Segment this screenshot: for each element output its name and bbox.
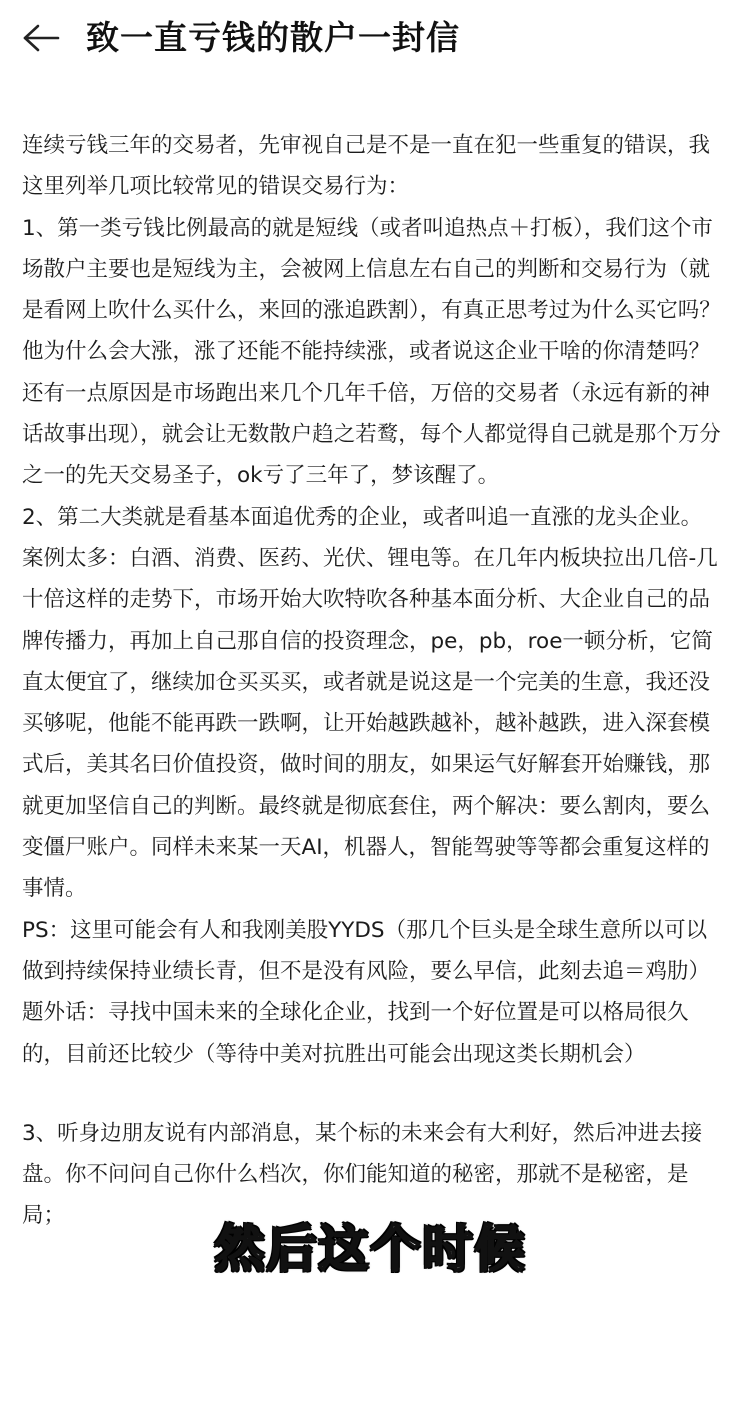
page-title: 致一直亏钱的散户一封信 <box>86 18 460 57</box>
arrow-left-icon <box>21 23 61 53</box>
article-paragraph-1: 1、第一类亏钱比例最高的就是短线（或者叫追热点＋打板），我们这个市场散户主要也是短线为主，会被网上信息左右自己的判断和交易行为（就是看网上吹什么买什么，来回的涨追跌割），有真正思考过为什么买它吗？ 他为什么会大涨，涨了还能不能持续涨，或者说这企业干啥的你清楚吗？还有一点原因是市场跑出来几个几年千倍，万倍的交易者（永远有新的神话故事出现），就会让无数散户趋之若鹜，每个人都觉得自己就是那个万分之一的先天交易圣子，ok亏了三年了，梦该醒了。 <box>22 215 721 489</box>
article-paragraph-ps: PS：这里可能会有人和我刚美股YYDS（那几个巨头是全球生意所以可以做到持续保持业绩长青，但不是没有风险，要么早信，此刻去追＝鸡肋）题外话：寻找中国未来的全球化企业，找到一个好位置是可以格局很久的，目前还比较少（等待中美对抗胜出可能会出现这类长期机会） <box>22 917 711 1067</box>
article-body <box>22 125 722 1237</box>
video-subtitle: 然后这个时候 <box>214 1220 527 1278</box>
paragraph-spacer <box>22 1075 722 1113</box>
back-button[interactable] <box>18 18 64 58</box>
article-paragraph-2: 2、第二大类就是看基本面追优秀的企业，或者叫追一直涨的龙头企业。案例太多：白酒、消费、医药、光伏、锂电等。在几年内板块拉出几倍-几十倍这样的走势下，市场开始大吹特吹各种基本面分析、大企业自己的品牌传播力，再加上自己那自信的投资理念，pe，pb，roe一顿分析，它简直太便宜了，继续加仓买买买，或者就是说这是一个完美的生意，我还没买够呢，他能不能再跌一跌啊，让开始越跌越补，越补越跌，进入深套模式后，美其名曰价值投资，做时间的朋友，如果运气好解套开始赚钱，那就更加坚信自己的判断。最终就是彻底套住，两个解决：要么割肉，要么变僵尸账户。同样未来某一天AI，机器人，智能驾驶等等都会重复这样的事情。 <box>22 504 718 902</box>
article-paragraph-3: 3、听身边朋友说有内部消息，某个标的未来会有大利好，然后冲进去接盘。你不问问自己你什么档次，你们能知道的秘密，那就不是秘密，是局； <box>22 1120 703 1229</box>
app-header <box>0 0 741 78</box>
article-paragraph-intro: 连续亏钱三年的交易者，先审视自己是不是一直在犯一些重复的错误，我这里列举几项比较常见的错误交易行为： <box>22 133 711 200</box>
